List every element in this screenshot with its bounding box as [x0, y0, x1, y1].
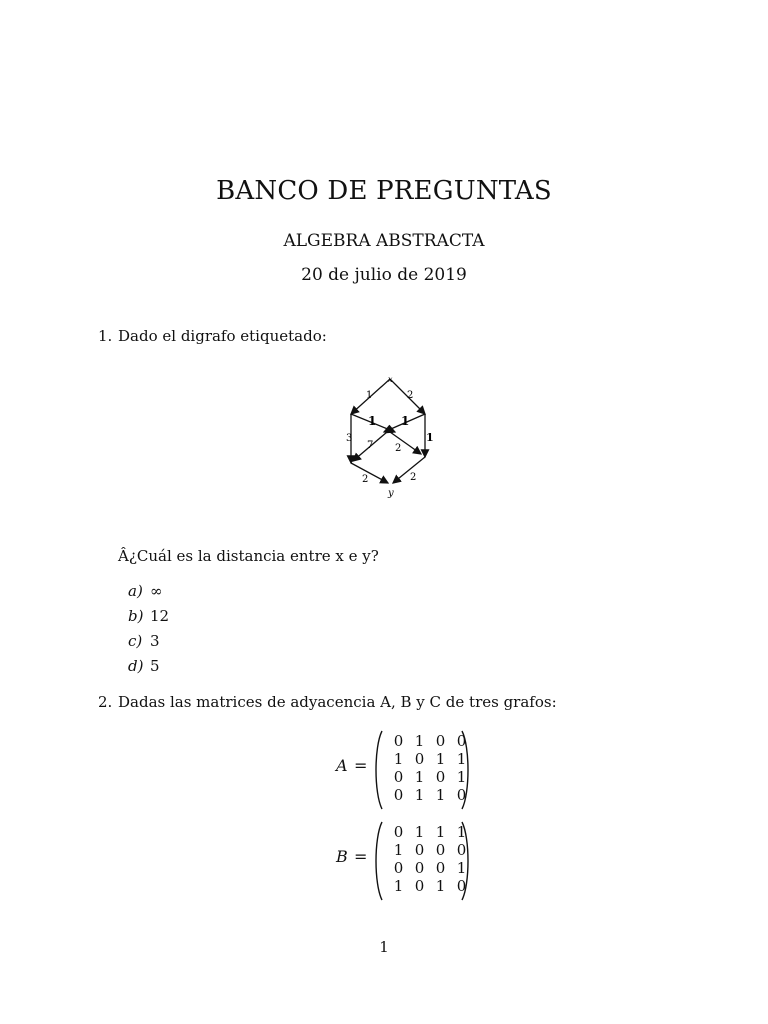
vertex-x-label: x	[388, 375, 393, 384]
matrix-b-cell: 0	[435, 859, 446, 877]
matrix-a-equals: =	[354, 756, 368, 775]
question-1-prompt: Â¿Cuál es la distancia entre x e y?	[118, 547, 379, 565]
weighted-digraph	[338, 374, 442, 502]
matrix-a-cell: 1	[393, 750, 404, 768]
matrix-b-cell: 1	[456, 823, 467, 841]
matrix-b-cell: 0	[414, 841, 425, 859]
matrix-a-cell: 1	[456, 768, 467, 786]
question-1-option-c-label: c)	[128, 632, 143, 650]
question-1-option-b-value: 12	[150, 607, 170, 625]
edge-weight-right-cross-top: 1	[401, 414, 410, 428]
matrix-b-cell: 1	[414, 823, 425, 841]
edge-right-lower-to-y	[393, 457, 425, 483]
matrix-b-cell: 1	[393, 841, 404, 859]
page-number: 1	[379, 938, 389, 956]
matrix-a-right-parenthesis	[460, 729, 474, 811]
matrix-b-cell: 0	[456, 841, 467, 859]
question-1-option-c-value: 3	[150, 632, 160, 650]
question-1-option-d-label: d)	[128, 657, 144, 675]
matrix-a-left-parenthesis	[370, 729, 384, 811]
matrix-a-cell: 1	[435, 750, 446, 768]
edge-weight-center-right: 2	[395, 443, 402, 454]
question-1-intro: Dado el digrafo etiquetado:	[118, 327, 327, 345]
matrix-b-cell: 1	[393, 877, 404, 895]
edge-weight-left-cross-top: 1	[368, 414, 377, 428]
question-1-option-d-value: 5	[150, 657, 160, 675]
edge-weight-center-left: 7	[367, 440, 374, 451]
matrix-a-cell: 1	[414, 786, 425, 804]
matrix-a-cell: 0	[435, 768, 446, 786]
matrix-b	[336, 820, 476, 902]
matrix-b-equals: =	[354, 847, 368, 866]
matrix-b-cell: 1	[456, 859, 467, 877]
matrix-a-cell: 1	[414, 768, 425, 786]
graph-vertex-labels	[387, 375, 394, 499]
question-1-option-a-label: a)	[128, 582, 143, 600]
matrix-a-cell: 1	[414, 732, 425, 750]
matrix-a-cell: 0	[393, 732, 404, 750]
edge-weight-right-side: 1	[426, 431, 434, 444]
matrix-a-cell: 0	[393, 768, 404, 786]
matrix-a-cell: 0	[456, 786, 467, 804]
matrix-b-name: B	[336, 847, 348, 866]
matrix-a-cell: 0	[435, 732, 446, 750]
question-2-intro: Dadas las matrices de adyacencia A, B y C de tres grafos:	[118, 693, 557, 711]
matrix-b-cell: 0	[456, 877, 467, 895]
question-1-number: 1.	[98, 327, 113, 345]
matrix-b-cell: 0	[435, 841, 446, 859]
graph-edges	[351, 379, 425, 483]
edge-weight-bottom-right: 2	[410, 472, 417, 483]
matrix-b-cell: 0	[393, 823, 404, 841]
matrix-b-cell: 0	[393, 859, 404, 877]
document-date: 20 de julio de 2019	[301, 265, 467, 285]
edge-weight-top-left: 1	[366, 390, 373, 401]
matrix-b-right-parenthesis	[460, 820, 474, 902]
matrix-b-cell: 1	[435, 877, 446, 895]
vertex-y-label: y	[388, 488, 394, 499]
matrix-b-cell: 1	[435, 823, 446, 841]
edge-weight-bottom-left: 2	[362, 474, 369, 485]
document-title: BANCO DE PREGUNTAS	[216, 176, 552, 206]
edge-weight-top-right: 2	[407, 390, 414, 401]
matrix-b-cell: 0	[414, 859, 425, 877]
question-1-option-a-value: ∞	[150, 582, 163, 600]
graph-edge-weights	[346, 390, 434, 485]
matrix-a-cell: 1	[456, 750, 467, 768]
matrix-a-cell: 1	[435, 786, 446, 804]
matrix-a-cell: 0	[393, 786, 404, 804]
matrix-a-cell: 0	[414, 750, 425, 768]
question-2-number: 2.	[98, 693, 113, 711]
matrix-a	[336, 729, 476, 811]
edge-left-lower-to-y	[351, 463, 388, 483]
matrix-b-cell: 0	[414, 877, 425, 895]
question-1-option-b-label: b)	[128, 607, 144, 625]
matrix-a-name: A	[336, 756, 348, 775]
edge-weight-left-side: 3	[346, 433, 353, 444]
matrix-b-left-parenthesis	[370, 820, 384, 902]
matrix-a-cell: 0	[456, 732, 467, 750]
document-subtitle: ALGEBRA ABSTRACTA	[283, 231, 485, 251]
